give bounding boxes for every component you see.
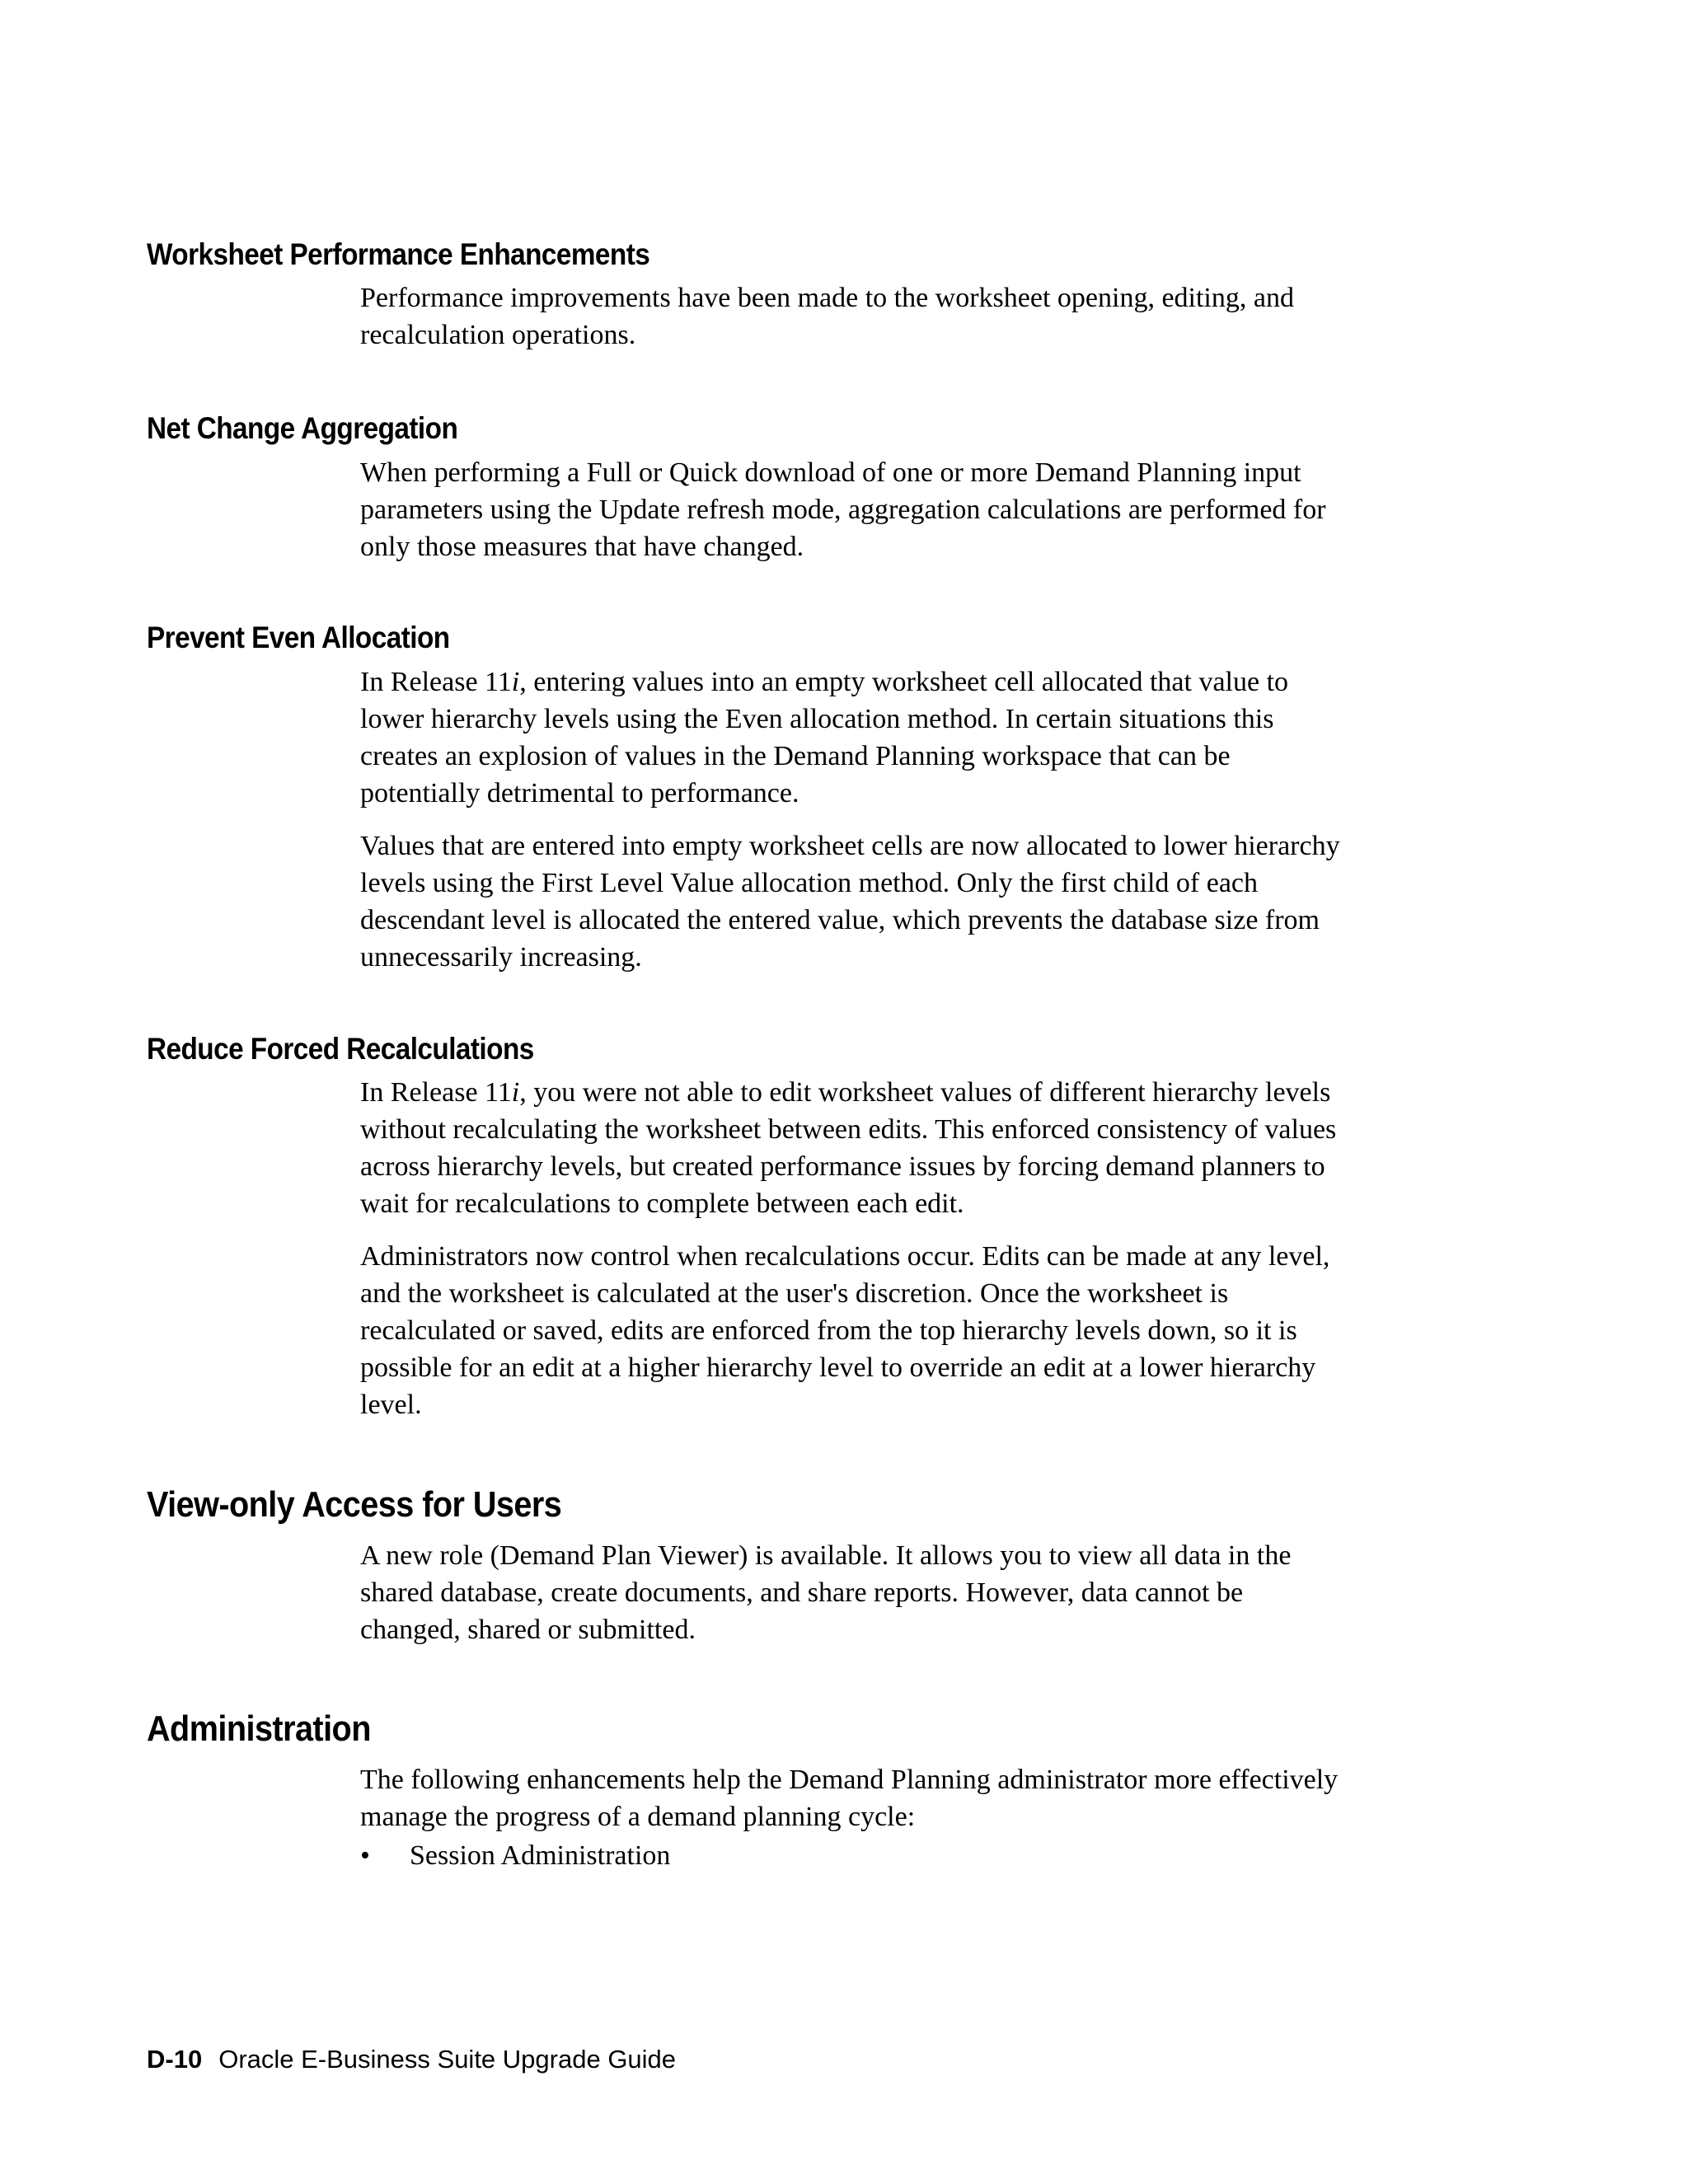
text-line: lower hierarchy levels using the Even allocation method. In certain situations this [360,704,1274,734]
text-line: across hierarchy levels, but created performance issues by forcing demand planners to [360,1151,1325,1182]
paragraph-prevent-even-allocation-1 [360,663,1448,812]
text-line: The following enhancements help the Demand Planning administrator more effectively [360,1765,1339,1795]
text-run: , entering values into an empty worksheet cell allocated that value to [519,667,1289,697]
text-line: When performing a Full or Quick download of one or more Demand Planning input [360,457,1301,488]
text-run: , you were not able to edit worksheet values of different hierarchy levels [519,1077,1331,1108]
text-line: wait for recalculations to complete between each edit. [360,1188,964,1219]
text-line: shared database, create documents, and share reports. However, data cannot be [360,1577,1244,1608]
text-line: and the worksheet is calculated at the user's discretion. Once the worksheet is [360,1278,1229,1309]
text-line: levels using the First Level Value allocation method. Only the first child of each [360,868,1258,898]
paragraph-prevent-even-allocation-2 [360,827,1448,976]
text-line: recalculation operations. [360,320,636,350]
footer-book-title: Oracle E-Business Suite Upgrade Guide [218,2045,677,2074]
paragraph-administration [360,1761,1448,1835]
text-line: only those measures that have changed. [360,532,804,562]
text-line: changed, shared or submitted. [360,1615,696,1645]
text-line: Values that are entered into empty worksheet cells are now allocated to lower hierarchy [360,831,1340,861]
bullet-icon: • [360,1840,370,1871]
section-heading-net-change-aggregation: Net Change Aggregation [147,411,458,445]
section-heading-worksheet-performance: Worksheet Performance Enhancements [147,237,650,271]
text-line: recalculated or saved, edits are enforced from the top hierarchy levels down, so it is [360,1315,1297,1346]
section-heading-view-only-access: View-only Access for Users [147,1484,562,1525]
footer-page-number: D-10 [147,2045,203,2074]
text-run: In Release 11 [360,667,512,697]
page-footer [147,2043,676,2076]
text-line [360,663,1448,701]
text-line: possible for an edit at a higher hierarchy level to override an edit at a lower hierarchy [360,1352,1316,1383]
text-line: Performance improvements have been made to the worksheet opening, editing, and [360,283,1294,313]
paragraph-reduce-forced-recalculations-1 [360,1074,1448,1222]
text-line: unnecessarily increasing. [360,942,642,972]
text-line: parameters using the Update refresh mode, aggregation calculations are performed for [360,494,1326,525]
section-heading-prevent-even-allocation: Prevent Even Allocation [147,621,450,654]
section-heading-administration: Administration [147,1708,371,1749]
text-run: In Release 11 [360,1077,512,1108]
text-line: descendant level is allocated the entered value, which prevents the database size from [360,905,1320,935]
italic-run: i [511,667,520,697]
text-line: manage the progress of a demand planning cycle: [360,1802,916,1832]
text-line: Administrators now control when recalculations occur. Edits can be made at any level, [360,1241,1330,1272]
bullet-item-session-administration [360,1837,670,1874]
text-line [360,1074,1448,1111]
paragraph-view-only-access [360,1537,1448,1648]
text-line: potentially detrimental to performance. [360,778,799,808]
section-heading-reduce-forced-recalculations: Reduce Forced Recalculations [147,1032,534,1066]
paragraph-worksheet-performance [360,279,1448,354]
paragraph-net-change-aggregation [360,454,1448,565]
text-line: A new role (Demand Plan Viewer) is available. It allows you to view all data in the [360,1540,1292,1571]
paragraph-reduce-forced-recalculations-2 [360,1238,1448,1423]
bullet-text: Session Administration [410,1840,671,1871]
italic-run: i [511,1077,520,1108]
text-line: creates an explosion of values in the Demand Planning workspace that can be [360,741,1231,771]
text-line: level. [360,1390,422,1420]
text-line: without recalculating the worksheet between edits. This enforced consistency of values [360,1114,1337,1145]
